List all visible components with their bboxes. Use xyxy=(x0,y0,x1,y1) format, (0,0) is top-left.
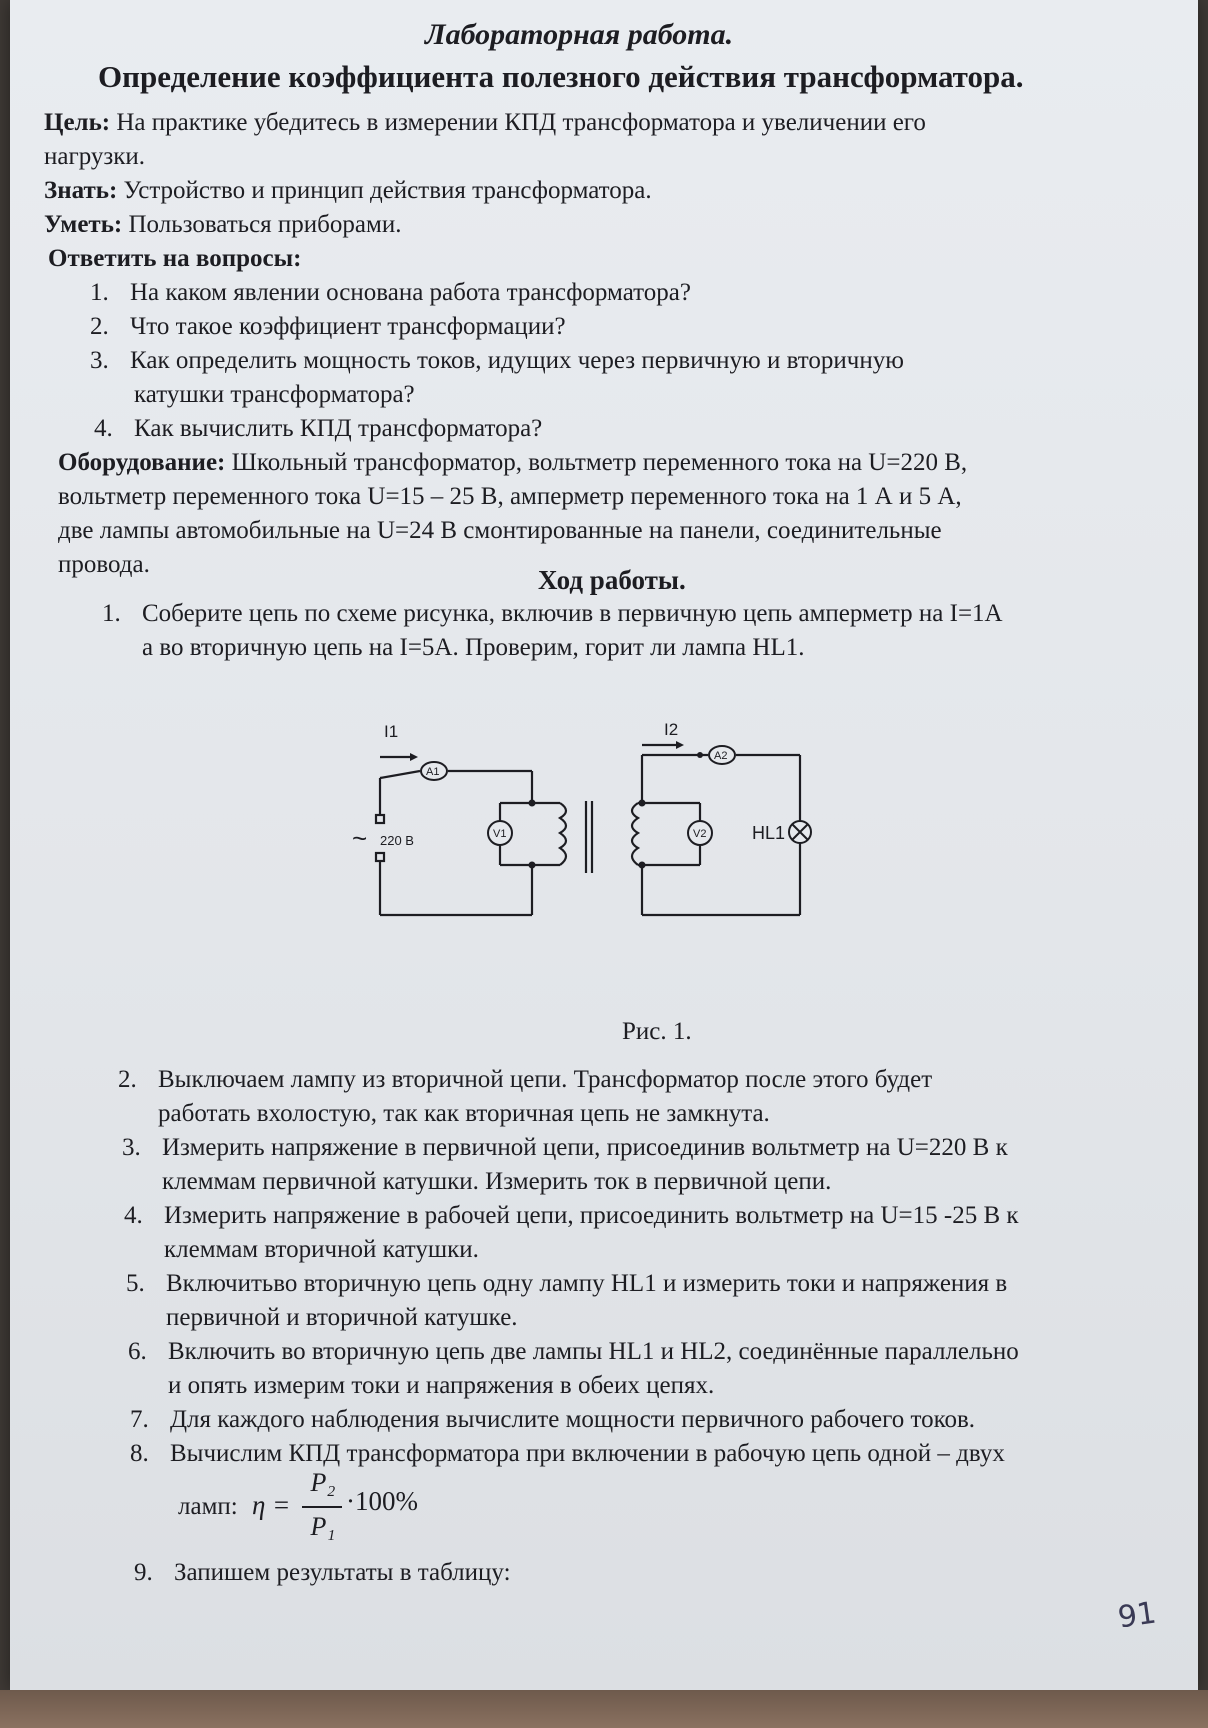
step-text: Запишем результаты в таблицу: xyxy=(174,1559,511,1586)
formula-numerator: P₂ xyxy=(310,1468,336,1497)
formula-prefix: ламп: xyxy=(178,1493,238,1520)
question-number: 3. xyxy=(90,347,109,374)
goal-text-continued: нагрузки. xyxy=(44,143,146,170)
step-number: 8. xyxy=(130,1440,149,1467)
question-item xyxy=(90,346,904,376)
equipment-text-2: вольтметр переменного тока U=15 – 25 В, амперметр переменного тока на 1 А и 5 А, xyxy=(58,483,962,510)
step-item xyxy=(118,1065,932,1095)
circuit-diagram xyxy=(352,715,900,930)
step-number: 1. xyxy=(102,600,121,627)
skill-line xyxy=(44,210,401,240)
voltmeter-v1-label: V1 xyxy=(493,828,507,840)
equipment-line xyxy=(58,448,967,478)
step-number: 9. xyxy=(134,1559,153,1586)
goal-line xyxy=(44,108,926,138)
step-text-continued: а во вторичную цепь на I=5А. Проверим, горит ли лампа HL1. xyxy=(142,634,805,661)
voltmeter-v2-label: V2 xyxy=(693,828,707,840)
lamp-label: HL1 xyxy=(752,823,786,843)
step-text: Включить во вторичную цепь две лампы HL1 и HL2, соединённые параллельно xyxy=(168,1338,1019,1365)
current-i1-label: I1 xyxy=(384,722,399,741)
question-text: Как определить мощность токов, идущих через первичную и вторичную xyxy=(130,347,904,374)
step-number: 4. xyxy=(124,1202,143,1229)
figure-caption: Рис. 1. xyxy=(622,1018,692,1045)
formula-suffix: ·100% xyxy=(346,1486,418,1516)
skill-label: Уметь: xyxy=(44,211,123,238)
step-item xyxy=(128,1337,1019,1367)
efficiency-formula xyxy=(178,1462,478,1572)
question-text: На каком явлении основана работа трансформатора? xyxy=(130,279,691,306)
ac-source-symbol: ~ xyxy=(352,823,368,853)
document-title: Лабораторная работа. xyxy=(425,18,734,51)
question-item xyxy=(94,414,542,444)
question-item xyxy=(90,312,566,342)
step-text-continued: работать вхолостую, так как вторичная цепь не замкнута. xyxy=(158,1100,770,1127)
step-item xyxy=(124,1201,1019,1231)
step-number: 5. xyxy=(126,1270,145,1297)
ammeter-a1-label: A1 xyxy=(426,766,440,778)
question-number: 1. xyxy=(90,279,109,306)
step-item xyxy=(102,599,1003,629)
formula-eta: η = xyxy=(252,1490,291,1520)
step-item xyxy=(126,1269,1007,1299)
equipment-text-4: провода. xyxy=(58,551,150,578)
question-text-continued: катушки трансформатора? xyxy=(134,381,415,408)
step-text-continued: клеммам первичной катушки. Измерить ток в первичной цепи. xyxy=(162,1168,832,1195)
ammeter-a2-label: A2 xyxy=(714,750,728,762)
step-number: 6. xyxy=(128,1338,147,1365)
equipment-text-3: две лампы автомобильные на U=24 В смонтированные на панели, соединительные xyxy=(58,517,942,544)
document-subtitle: Определение коэффициента полезного действия трансформатора. xyxy=(98,59,1024,94)
formula-denominator: P₁ xyxy=(310,1512,336,1541)
step-text: Вычислим КПД трансформатора при включении в рабочую цепь одной – двух xyxy=(170,1440,1005,1467)
step-number: 3. xyxy=(122,1134,141,1161)
know-line xyxy=(44,176,652,206)
procedure-heading: Ход работы. xyxy=(538,565,686,595)
document-sheet xyxy=(10,0,1198,1690)
question-text: Как вычислить КПД трансформатора? xyxy=(134,415,543,442)
step-text: Соберите цепь по схеме рисунка, включив в первичную цепь амперметр на I=1А xyxy=(142,600,1003,627)
step-text: Измерить напряжение в рабочей цепи, присоединить вольтметр на U=15 -25 В к xyxy=(164,1202,1019,1229)
step-item xyxy=(122,1133,1008,1163)
equipment-label: Оборудование: xyxy=(58,449,226,476)
step-text: Включитьво вторичную цепь одну лампу HL1 и измерить токи и напряжения в xyxy=(166,1270,1008,1297)
question-number: 4. xyxy=(94,415,113,442)
goal-label: Цель: xyxy=(44,109,111,136)
question-number: 2. xyxy=(90,313,109,340)
fraction-line xyxy=(302,1506,342,1508)
step-number: 2. xyxy=(118,1066,137,1093)
know-label: Знать: xyxy=(44,177,118,204)
step-number: 7. xyxy=(130,1406,149,1433)
step-text-continued: первичной и вторичной катушке. xyxy=(166,1304,518,1331)
step-text-continued: и опять измерим токи и напряжения в обеих цепях. xyxy=(168,1372,715,1399)
step-text-continued: клеммам вторичной катушки. xyxy=(164,1236,479,1263)
source-voltage-label: 220 В xyxy=(380,833,414,848)
goal-text: На практике убедитесь в измерении КПД трансформатора и увеличении его xyxy=(110,109,926,136)
step-text: Измерить напряжение в первичной цепи, присоединив вольтметр на U=220 В к xyxy=(162,1134,1008,1161)
question-item xyxy=(90,278,691,308)
folder-edge xyxy=(0,1690,1208,1728)
step-text: Выключаем лампу из вторичной цепи. Трансформатор после этого будет xyxy=(158,1066,933,1093)
equipment-text: Школьный трансформатор, вольтметр переменного тока на U=220 В, xyxy=(225,449,968,476)
know-text: Устройство и принцип действия трансформатора. xyxy=(117,177,652,204)
skill-text: Пользоваться приборами. xyxy=(122,211,402,238)
questions-heading: Ответить на вопросы: xyxy=(48,245,302,272)
question-text: Что такое коэффициент трансформации? xyxy=(130,313,566,340)
step-text: Для каждого наблюдения вычислите мощности первичного рабочего токов. xyxy=(170,1406,976,1433)
current-i2-label: I2 xyxy=(664,720,679,739)
step-item xyxy=(134,1558,511,1588)
handwritten-page-number: 91 xyxy=(1115,1595,1159,1636)
step-item xyxy=(130,1405,975,1435)
